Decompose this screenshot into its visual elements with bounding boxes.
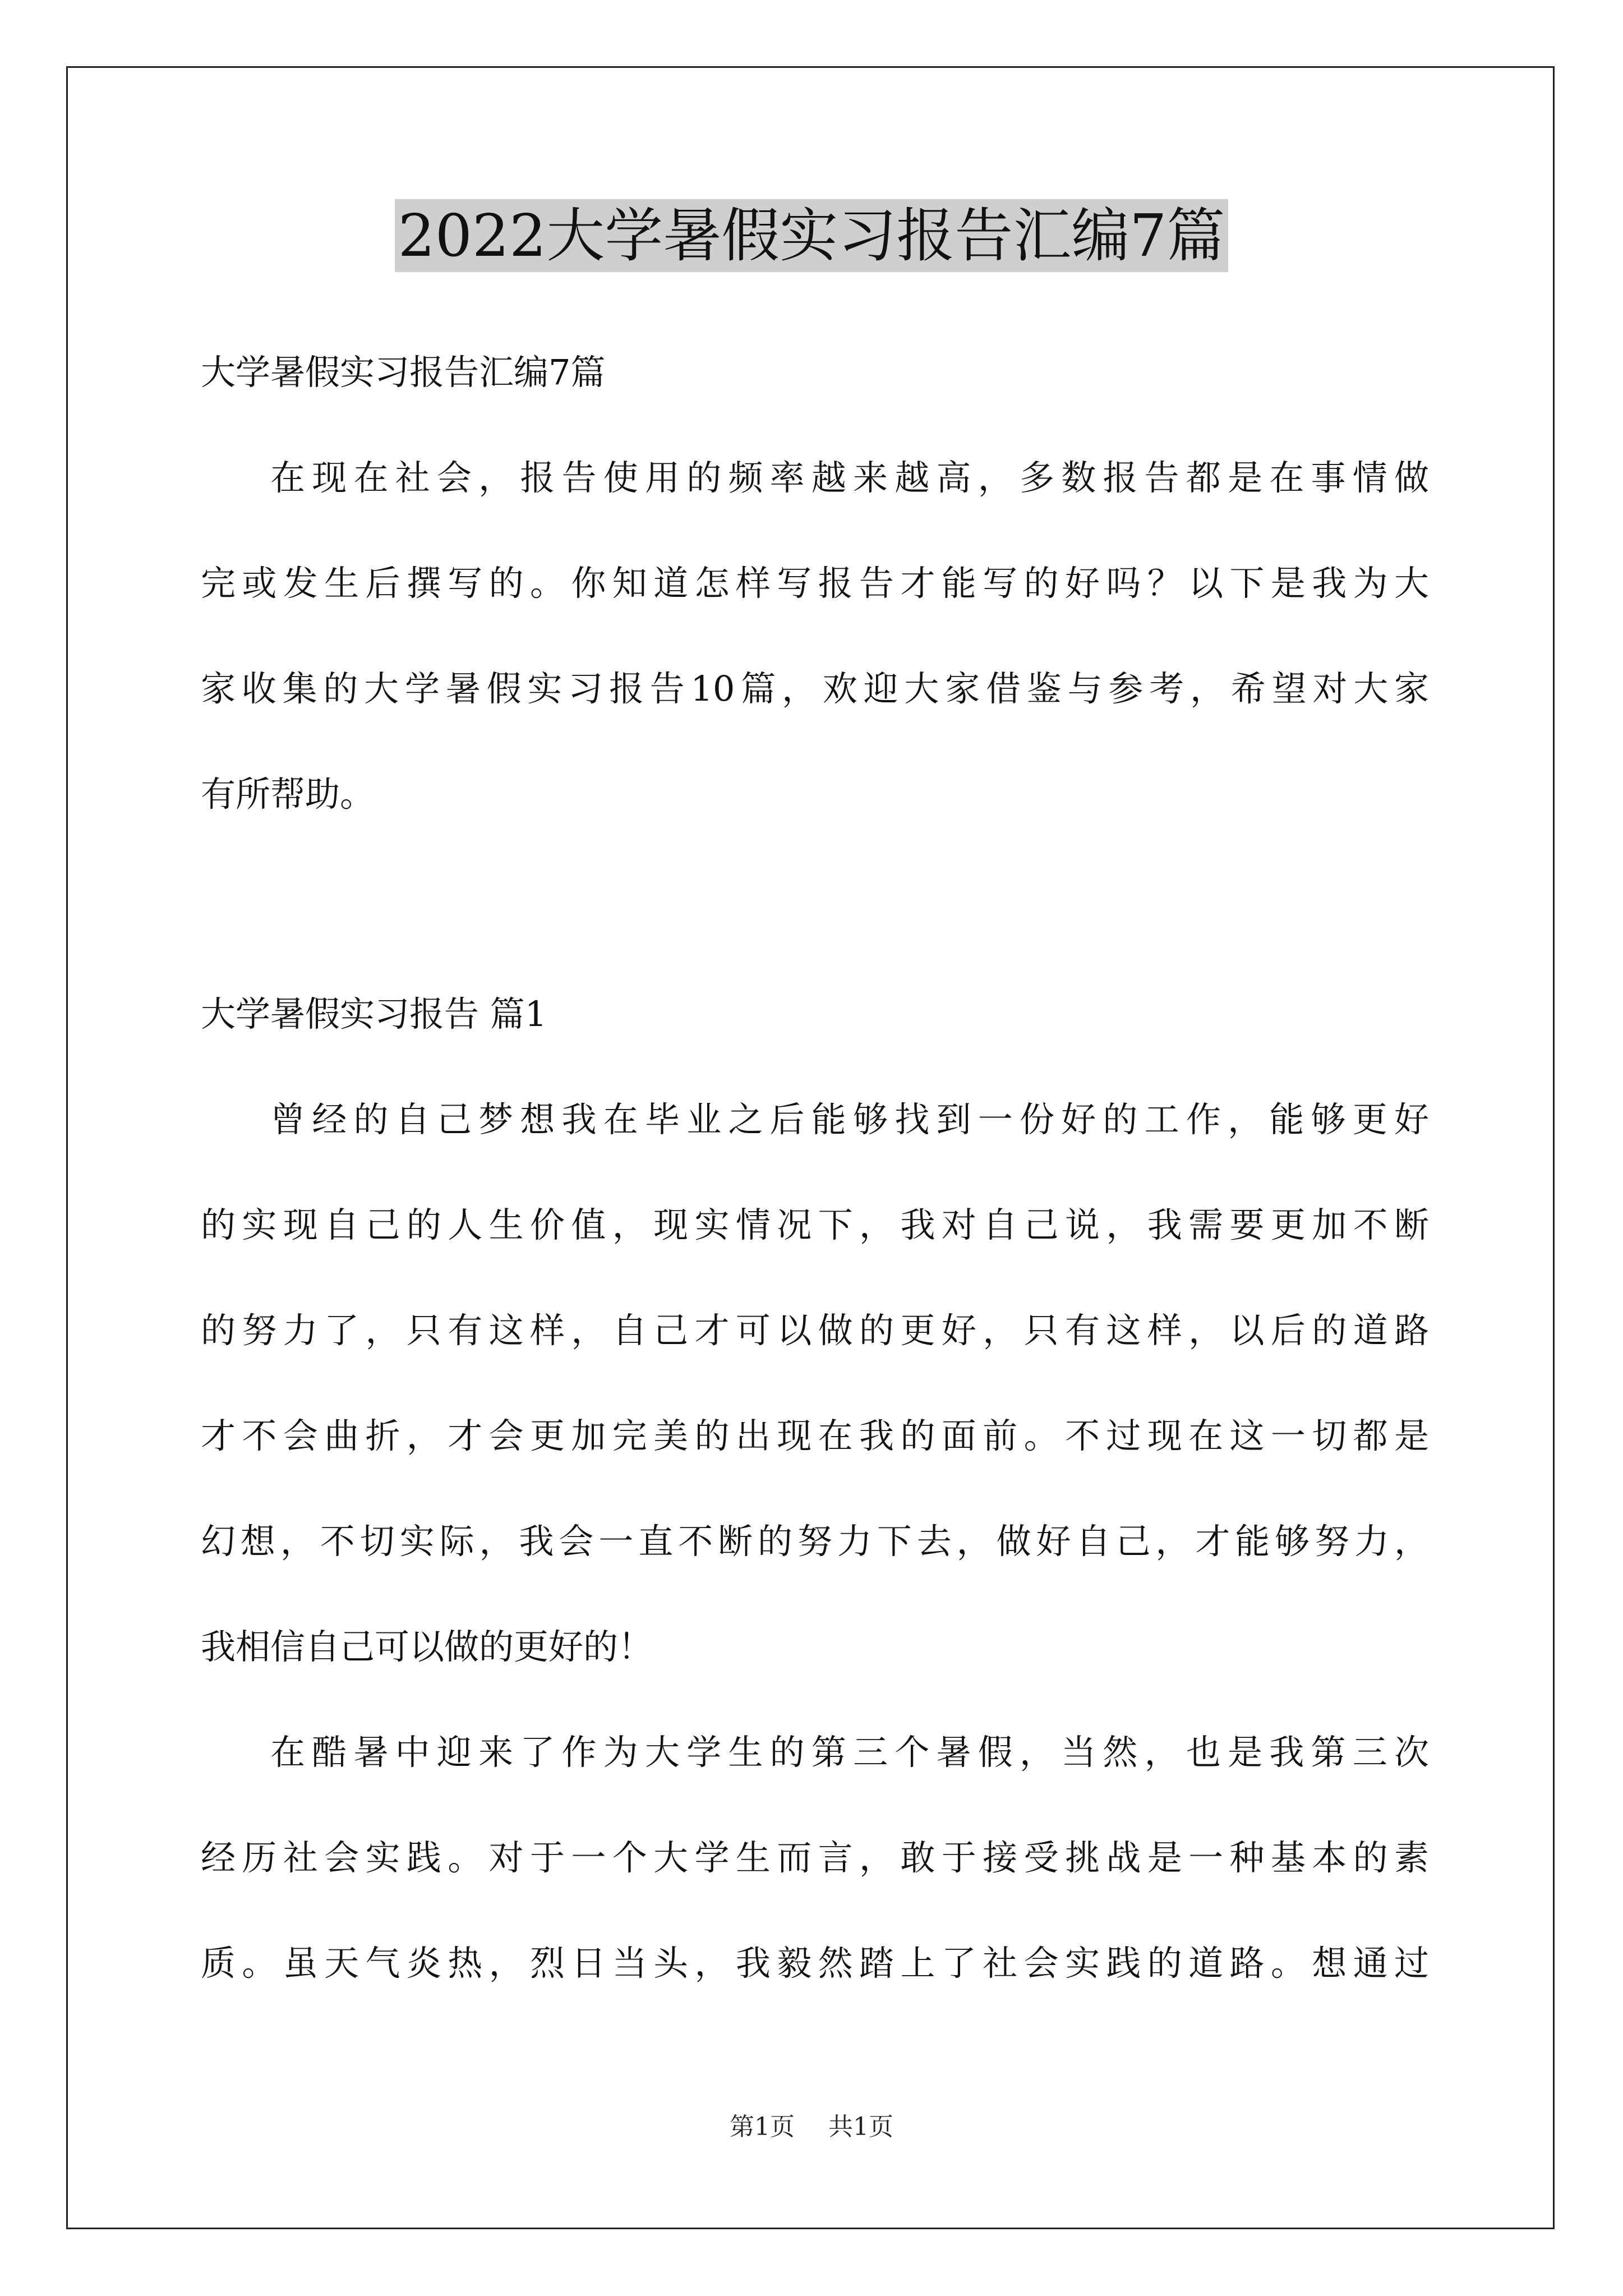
paragraph-line: 的实现自己的人生价值，现实情况下，我对自己说，我需要更加不断	[201, 1204, 1429, 1245]
document-title	[0, 196, 1623, 275]
paragraph-line: 在酷暑中迎来了作为大学生的第三个暑假，当然，也是我第三次	[270, 1732, 1429, 1773]
paragraph-line: 曾经的自己梦想我在毕业之后能够找到一份好的工作，能够更好	[270, 1099, 1429, 1140]
paragraph-line: 我相信自己可以做的更好的！	[201, 1626, 653, 1667]
intro-line: 家收集的大学暑假实习报告10篇，欢迎大家借鉴与参考，希望对大家	[201, 668, 1429, 709]
section-heading: 大学暑假实习报告 篇1	[201, 993, 547, 1034]
paragraph-line: 的努力了，只有这样，自己才可以做的更好，只有这样，以后的道路	[201, 1310, 1429, 1351]
document-subtitle: 大学暑假实习报告汇编7篇	[201, 352, 606, 393]
page-number: 第1页	[730, 2113, 795, 2141]
intro-line: 在现在社会，报告使用的频率越来越高，多数报告都是在事情做	[270, 457, 1429, 498]
paragraph-line: 幻想，不切实际，我会一直不断的努力下去，做好自己，才能够努力，	[201, 1521, 1429, 1562]
paragraph-line: 经历社会实践。对于一个大学生而言，敢于接受挑战是一种基本的素	[201, 1837, 1429, 1878]
page-total: 共1页	[828, 2113, 893, 2141]
intro-line: 完或发生后撰写的。你知道怎样写报告才能写的好吗？以下是我为大	[201, 563, 1429, 604]
document-title-text: 2022大学暑假实习报告汇编7篇	[395, 199, 1229, 272]
intro-line: 有所帮助。	[201, 774, 375, 815]
paragraph-line: 才不会曲折，才会更加完美的出现在我的面前。不过现在这一切都是	[201, 1415, 1429, 1456]
paragraph-line: 质。虽天气炎热，烈日当头，我毅然踏上了社会实践的道路。想通过	[201, 1943, 1429, 1984]
document-body	[201, 347, 1429, 1989]
page-footer	[0, 2110, 1623, 2144]
